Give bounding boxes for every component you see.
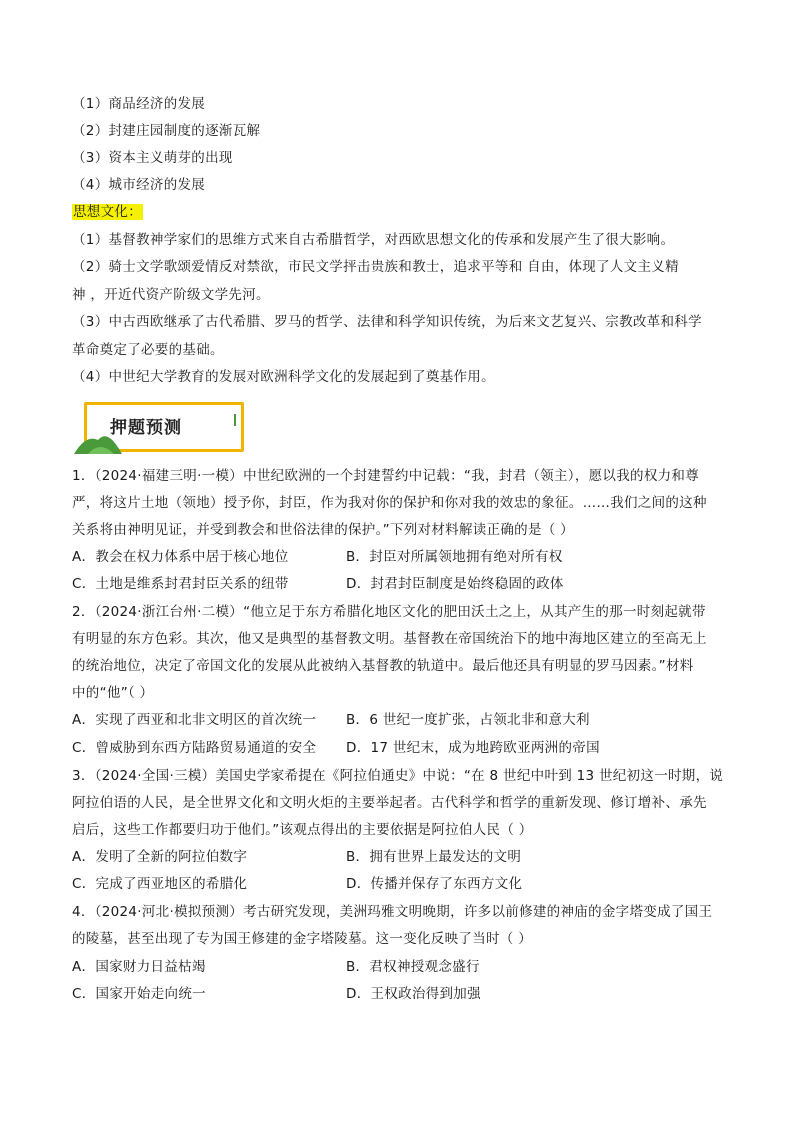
q1-option-a: A．教会在权力体系中居于核心地位 <box>72 549 289 565</box>
q3-option-d: D．传播并保存了东西方文化 <box>346 876 523 892</box>
q2-line-3: 的统治地位，决定了帝国文化的发展从此被纳入基督教的轨道中。最后他还具有明显的罗马因素。”材料 <box>72 658 694 674</box>
culture-item-2-cont: 神 ，开近代资产阶级文学先河。 <box>72 287 270 303</box>
q2-option-b: B．6 世纪一度扩张，占领北非和意大利 <box>346 712 590 728</box>
econ-item-3: （3）资本主义萌芽的出现 <box>72 150 233 166</box>
q1-option-c: C．土地是维系封君封臣关系的纽带 <box>72 576 289 592</box>
q1-option-d: D．封君封臣制度是始终稳固的政体 <box>346 576 564 592</box>
q3-line-3: 启后，这些工作都要归功于他们。”该观点得出的主要依据是阿拉伯人民（ ） <box>72 822 533 838</box>
q3-option-c: C．完成了西亚地区的希腊化 <box>72 876 248 892</box>
q3-line-1: 3．（2024·全国·三模）美国史学家希提在《阿拉伯通史》中说：“在 8 世纪中叶到 13 世纪初这一时期，说 <box>72 768 724 784</box>
q3-option-b: B．拥有世界上最发达的文明 <box>346 849 522 865</box>
econ-item-2: （2）封建庄园制度的逐渐瓦解 <box>72 123 261 139</box>
q4-option-c: C．国家开始走向统一 <box>72 986 206 1002</box>
q2-option-d: D．17 世纪末，成为地跨欧亚两洲的帝国 <box>346 740 600 756</box>
q1-option-b: B．封臣对所属领地拥有绝对所有权 <box>346 549 563 565</box>
q1-line-2: 严，将这片土地（领地）授予你，封臣，作为我对你的保护和你对我的效忠的象征。……我们之间的这种 <box>72 495 707 511</box>
culture-item-4: （4）中世纪大学教育的发展对欧洲科学文化的发展起到了奠基作用。 <box>72 369 495 385</box>
q4-option-a: A．国家财力日益枯竭 <box>72 959 206 975</box>
q2-option-a: A．实现了西亚和北非文明区的首次统一 <box>72 712 317 728</box>
q4-option-d: D．王权政治得到加强 <box>346 986 481 1002</box>
section-banner <box>74 400 250 456</box>
q2-line-4: 中的“他”（ ） <box>72 685 154 701</box>
q4-line-1: 4．（2024·河北·模拟预测）考古研究发现，美洲玛雅文明晚期，许多以前修建的神庙的金字塔变成了国王 <box>72 904 713 920</box>
culture-item-3-cont: 革命奠定了必要的基础。 <box>72 342 224 358</box>
culture-item-2: （2）骑士文学歌颂爱情反对禁欲，市民文学抨击贵族和教士，追求平等和 自由，体现了人文主义精 <box>72 259 679 275</box>
culture-heading-row <box>72 202 143 222</box>
q2-line-2: 有明显的东方色彩。其次，他又是典型的基督教文明。基督教在帝国统治下的地中海地区建立的至高无上 <box>72 631 707 647</box>
culture-item-3: （3）中古西欧继承了古代希腊、罗马的哲学、法律和科学知识传统，为后来文艺复兴、宗教改革和科学 <box>72 314 702 330</box>
q4-option-b: B．君权神授观念盛行 <box>346 959 480 975</box>
q1-line-1: 1．（2024·福建三明·一模）中世纪欧洲的一个封建誓约中记载：“我，封君（领主），愿以我的权力和尊 <box>72 468 700 484</box>
q2-option-c: C．曾威胁到东西方陆路贸易通道的安全 <box>72 740 317 756</box>
q4-line-2: 的陵墓，甚至出现了专为国王修建的金字塔陵墓。这一变化反映了当时（ ） <box>72 931 532 947</box>
q1-line-3: 关系将由神明见证，并受到教会和世俗法律的保护。”下列对材料解读正确的是（ ） <box>72 522 574 538</box>
q3-option-a: A．发明了全新的阿拉伯数字 <box>72 849 248 865</box>
banner-title: 押题预测 <box>110 418 182 438</box>
culture-item-1: （1）基督教神学家们的思维方式来自古希腊哲学，对西欧思想文化的传承和发展产生了很大影响。 <box>72 232 675 248</box>
econ-item-1: （1）商品经济的发展 <box>72 96 206 112</box>
q2-line-1: 2．（2024·浙江台州·二模）“他立足于东方希腊化地区文化的肥田沃土之上，从其产生的那一时刻起就带 <box>72 604 706 620</box>
culture-heading: 思想文化： <box>73 204 142 220</box>
q3-line-2: 阿拉伯语的人民，是全世界文化和文明火炬的主要举起者。古代科学和哲学的重新发现、修订增补、承先 <box>72 795 707 811</box>
econ-item-4: （4）城市经济的发展 <box>72 177 206 193</box>
